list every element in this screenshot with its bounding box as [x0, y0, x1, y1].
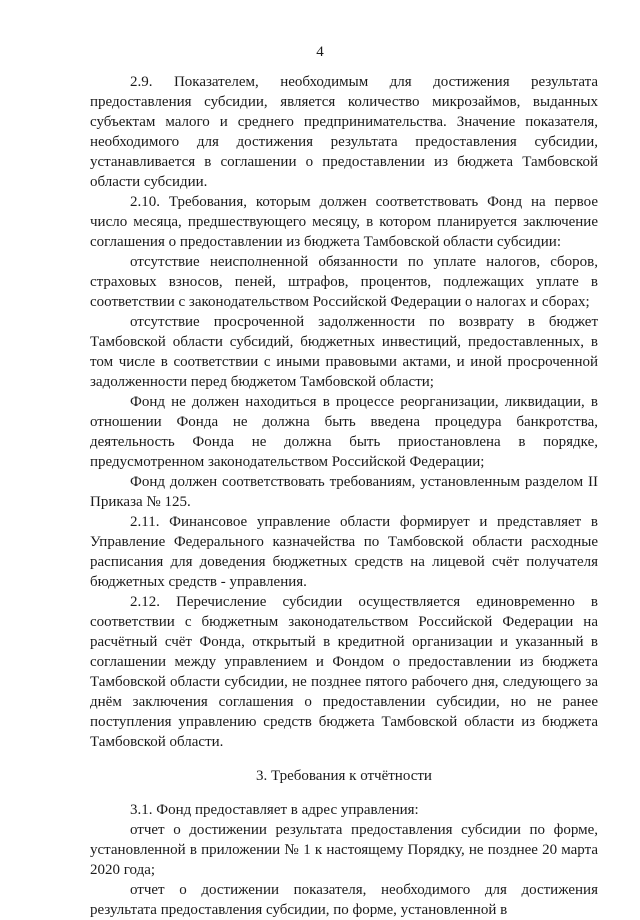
requirement-no-reorganization: Фонд не должен находиться в процессе реорганизации, ликвидации, в отношении Фонда не должна быть введена процедура банкротства, деятельность Фонда не должна быть приостановлена в порядке, предусмотренном законодательством Российской Федерации;	[90, 394, 598, 470]
report-indicator-achievement: отчет о достижении показателя, необходимого для достижения результата предоставления субсидии, по форме, установленной в	[90, 882, 598, 918]
requirement-no-overdue-debt: отсутствие просроченной задолженности по возврату в бюджет Тамбовской области субсидий, бюджетных инвестиций, предоставленных, в том числе в соответствии с иными правовыми актами, и иной просроченной задолженности перед бюджетом Тамбовской области;	[90, 314, 598, 390]
section-title-reporting: 3. Требования к отчётности	[256, 768, 432, 784]
requirement-order-125: Фонд должен соответствовать требованиям, установленным разделом II Приказа № 125.	[90, 474, 598, 510]
paragraph-2-10: 2.10. Требования, которым должен соответствовать Фонд на первое число месяца, предшествующего месяцу, в котором планируется заключение соглашения о предоставлении из бюджета Тамбовской области субсидии:	[90, 194, 598, 250]
paragraph-2-12: 2.12. Перечисление субсидии осуществляется единовременно в соответствии с бюджетным законодательством Российской Федерации на расчётный счёт Фонда, открытый в кредитной организации и указанный в соглашении между управлением и Фондом о предоставлении из бюджета Тамбовской области субсидии, не позднее пятого рабочего дня, следующего за днём заключения соглашения о предоставлении субсидии, но не ранее поступления управлению средств бюджета Тамбовской области из бюджета Тамбовской области.	[90, 594, 598, 750]
document-body	[90, 72, 598, 920]
paragraph-2-11: 2.11. Финансовое управление области формирует и представляет в Управление Федерального казначейства по Тамбовской области расходные расписания для доведения бюджетных средств на лицевой счёт получателя бюджетных средств - управления.	[90, 514, 598, 590]
paragraph-3-1: 3.1. Фонд предоставляет в адрес управления:	[130, 802, 419, 818]
report-result-achievement: отчет о достижении результата предоставления субсидии по форме, установленной в приложении № 1 к настоящему Порядку, не позднее 20 марта 2020 года;	[90, 822, 598, 878]
requirement-no-tax-debt: отсутствие неисполненной обязанности по уплате налогов, сборов, страховых взносов, пеней, штрафов, процентов, подлежащих уплате в соответствии с законодательством Российской Федерации о налогах и сборах;	[90, 254, 598, 310]
paragraph-2-9: 2.9. Показателем, необходимым для достижения результата предоставления субсидии, является количество микрозаймов, выданных субъектам малого и среднего предпринимательства. Значение показателя, необходимого для достижения результата предоставления субсидии, устанавливается в соглашении о предоставлении из бюджета Тамбовской области субсидии.	[90, 74, 598, 190]
page-number: 4	[316, 44, 324, 60]
